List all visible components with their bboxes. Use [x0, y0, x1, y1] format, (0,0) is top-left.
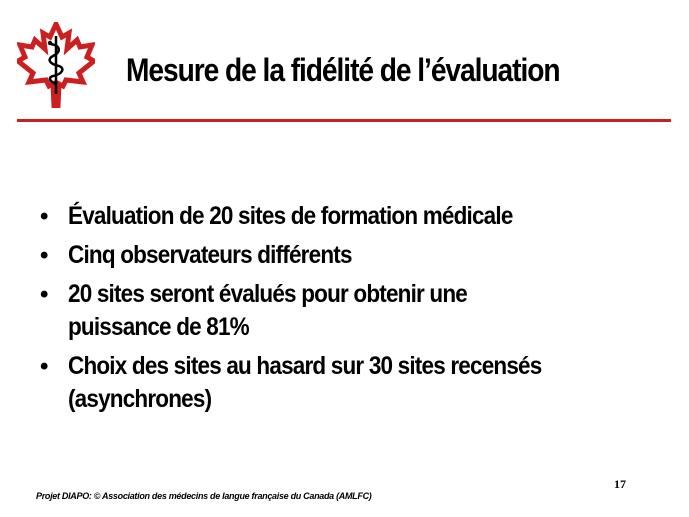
slide-title: Mesure de la fidélité de l’évaluation: [126, 52, 560, 88]
maple-leaf-caduceus-icon: [17, 22, 95, 108]
bullet-marker: •: [40, 353, 49, 380]
title-divider: [17, 119, 671, 122]
bullet-text: 20 sites seront évalués pour obtenir une puissance de 81%: [68, 280, 467, 341]
bullet-text: Choix des sites au hasard sur 30 sites recensés (asynchrones): [68, 352, 542, 413]
footer-copyright: Projet DIAPO: © Association des médecins de langue française du Canada (AMLFC): [36, 491, 372, 501]
bullet-marker: •: [40, 281, 49, 308]
bullet-list: [40, 200, 660, 422]
bullet-text: Évaluation de 20 sites de formation médicale: [68, 202, 513, 230]
list-item: [40, 350, 660, 416]
page-number: 17: [614, 477, 626, 491]
list-item: [40, 278, 660, 344]
bullet-text: Cinq observateurs différents: [68, 241, 352, 269]
bullet-marker: •: [40, 203, 49, 230]
list-item: [40, 239, 660, 272]
bullet-marker: •: [40, 242, 49, 269]
list-item: [40, 200, 660, 233]
